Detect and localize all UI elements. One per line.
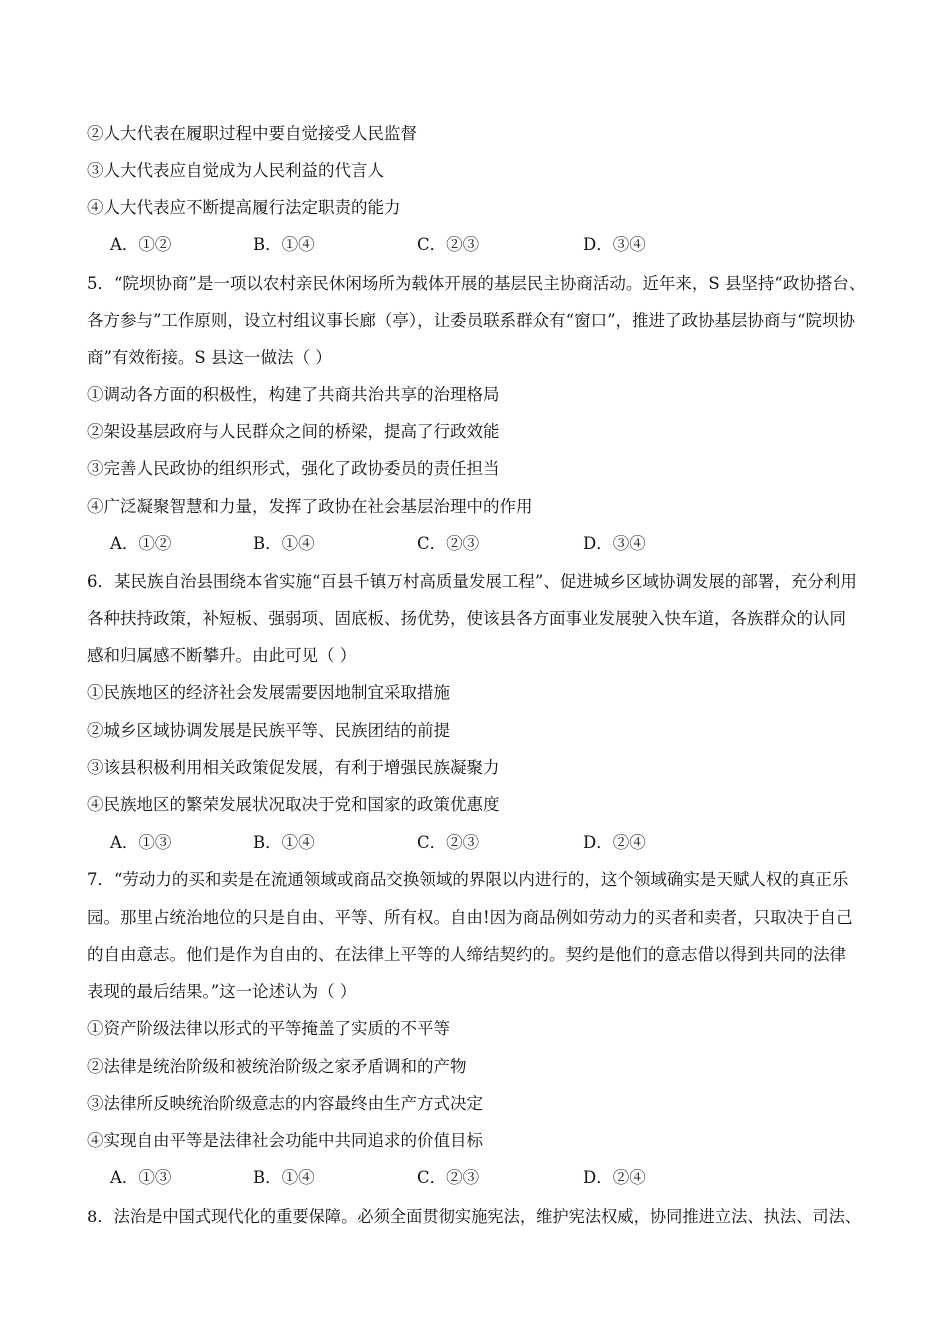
q5-option-c: C．②③: [417, 534, 480, 553]
q7-stem-line-3: 的自由意志。他们是作为自由的、在法律上平等的人缔结契约的。契约是他们的意志借以得到共同的法律: [87, 945, 846, 964]
q4-option-b: B．①④: [253, 235, 315, 254]
q4-option-c: C．②③: [417, 235, 480, 254]
q7-option-b: B．①④: [253, 1168, 315, 1187]
q6-item-1: ①民族地区的经济社会发展需要因地制宜采取措施: [87, 683, 450, 702]
q5-options: [110, 533, 870, 555]
q6-item-4: ④民族地区的繁荣发展状况取决于党和国家的政策优惠度: [87, 795, 500, 814]
q6-stem-line-2: 各种扶持政策，补短板、强弱项、固底板、扬优势，使该县各方面事业发展驶入快车道，各族群众的认同: [87, 609, 846, 628]
q6-option-d: D．②④: [583, 833, 646, 852]
q6-option-b: B．①④: [253, 833, 315, 852]
q6-item-2: ②城乡区域协调发展是民族平等、民族团结的前提: [87, 721, 450, 740]
q5-stem-line-1: 5．“院坝协商”是一项以农村亲民休闲场所为载体开展的基层民主协商活动。近年来，S 县坚持“政协搭台、: [87, 274, 866, 293]
q5-item-2: ②架设基层政府与人民群众之间的桥梁，提高了行政效能: [87, 422, 500, 441]
q5-option-d: D．③④: [583, 534, 646, 553]
q4-option-a: A．①②: [110, 235, 172, 254]
q7-options: [110, 1167, 870, 1189]
q4-options: [110, 234, 870, 256]
q7-option-a: A．①③: [110, 1168, 172, 1187]
q7-stem-line-4: 表现的最后结果。”这一论述认为（ ）: [87, 982, 357, 1001]
q6-option-a: A．①③: [110, 833, 172, 852]
q7-item-2: ②法律是统治阶级和被统治阶级之家矛盾调和的产物: [87, 1057, 467, 1076]
q6-option-c: C．②③: [417, 833, 480, 852]
q5-stem-line-2: 各方参与”工作原则，设立村组议事长廊（亭），让委员联系群众有“窗口”，推进了政协基层协商与“院坝协: [87, 311, 855, 330]
q5-option-a: A．①②: [110, 534, 172, 553]
q7-stem-line-1: 7．“劳动力的买和卖是在流通领域或商品交换领域的界限以内进行的，这个领域确实是天赋人权的真正乐: [87, 870, 849, 889]
q4-item-3: ③人大代表应自觉成为人民利益的代言人: [87, 161, 384, 180]
q7-option-c: C．②③: [417, 1168, 480, 1187]
q7-item-1: ①资产阶级法律以形式的平等掩盖了实质的不平等: [87, 1019, 450, 1038]
q5-option-b: B．①④: [253, 534, 315, 553]
q5-item-4: ④广泛凝聚智慧和力量，发挥了政协在社会基层治理中的作用: [87, 497, 533, 516]
q6-stem-line-3: 感和归属感不断攀升。由此可见（ ）: [87, 646, 357, 665]
q4-item-4: ④人大代表应不断提高履行法定职责的能力: [87, 198, 401, 217]
q4-option-d: D．③④: [583, 235, 646, 254]
q5-stem-line-3: 商”有效衔接。S 县这一做法（ ）: [87, 348, 332, 367]
q6-item-3: ③该县积极利用相关政策促发展，有利于增强民族凝聚力: [87, 758, 500, 777]
q6-options: [110, 832, 870, 854]
q4-item-2: ②人大代表在履职过程中要自觉接受人民监督: [87, 124, 417, 143]
q8-stem-line-1: 8．法治是中国式现代化的重要保障。必须全面贯彻实施宪法，维护宪法权威，协同推进立法、执法、司法、: [87, 1207, 862, 1226]
q7-option-d: D．②④: [583, 1168, 646, 1187]
q7-item-3: ③法律所反映统治阶级意志的内容最终由生产方式决定: [87, 1094, 483, 1113]
q7-stem-line-2: 园。那里占统治地位的只是自由、平等、所有权。自由!因为商品例如劳动力的买者和卖者，只取决于自己: [87, 908, 853, 927]
q7-item-4: ④实现自由平等是法律社会功能中共同追求的价值目标: [87, 1131, 483, 1150]
q5-item-1: ①调动各方面的积极性，构建了共商共治共享的治理格局: [87, 385, 500, 404]
q5-item-3: ③完善人民政协的组织形式，强化了政协委员的责任担当: [87, 459, 500, 478]
q6-stem-line-1: 6．某民族自治县围绕本省实施“百县千镇万村高质量发展工程”、促进城乡区域协调发展的部署，充分利用: [87, 572, 857, 591]
